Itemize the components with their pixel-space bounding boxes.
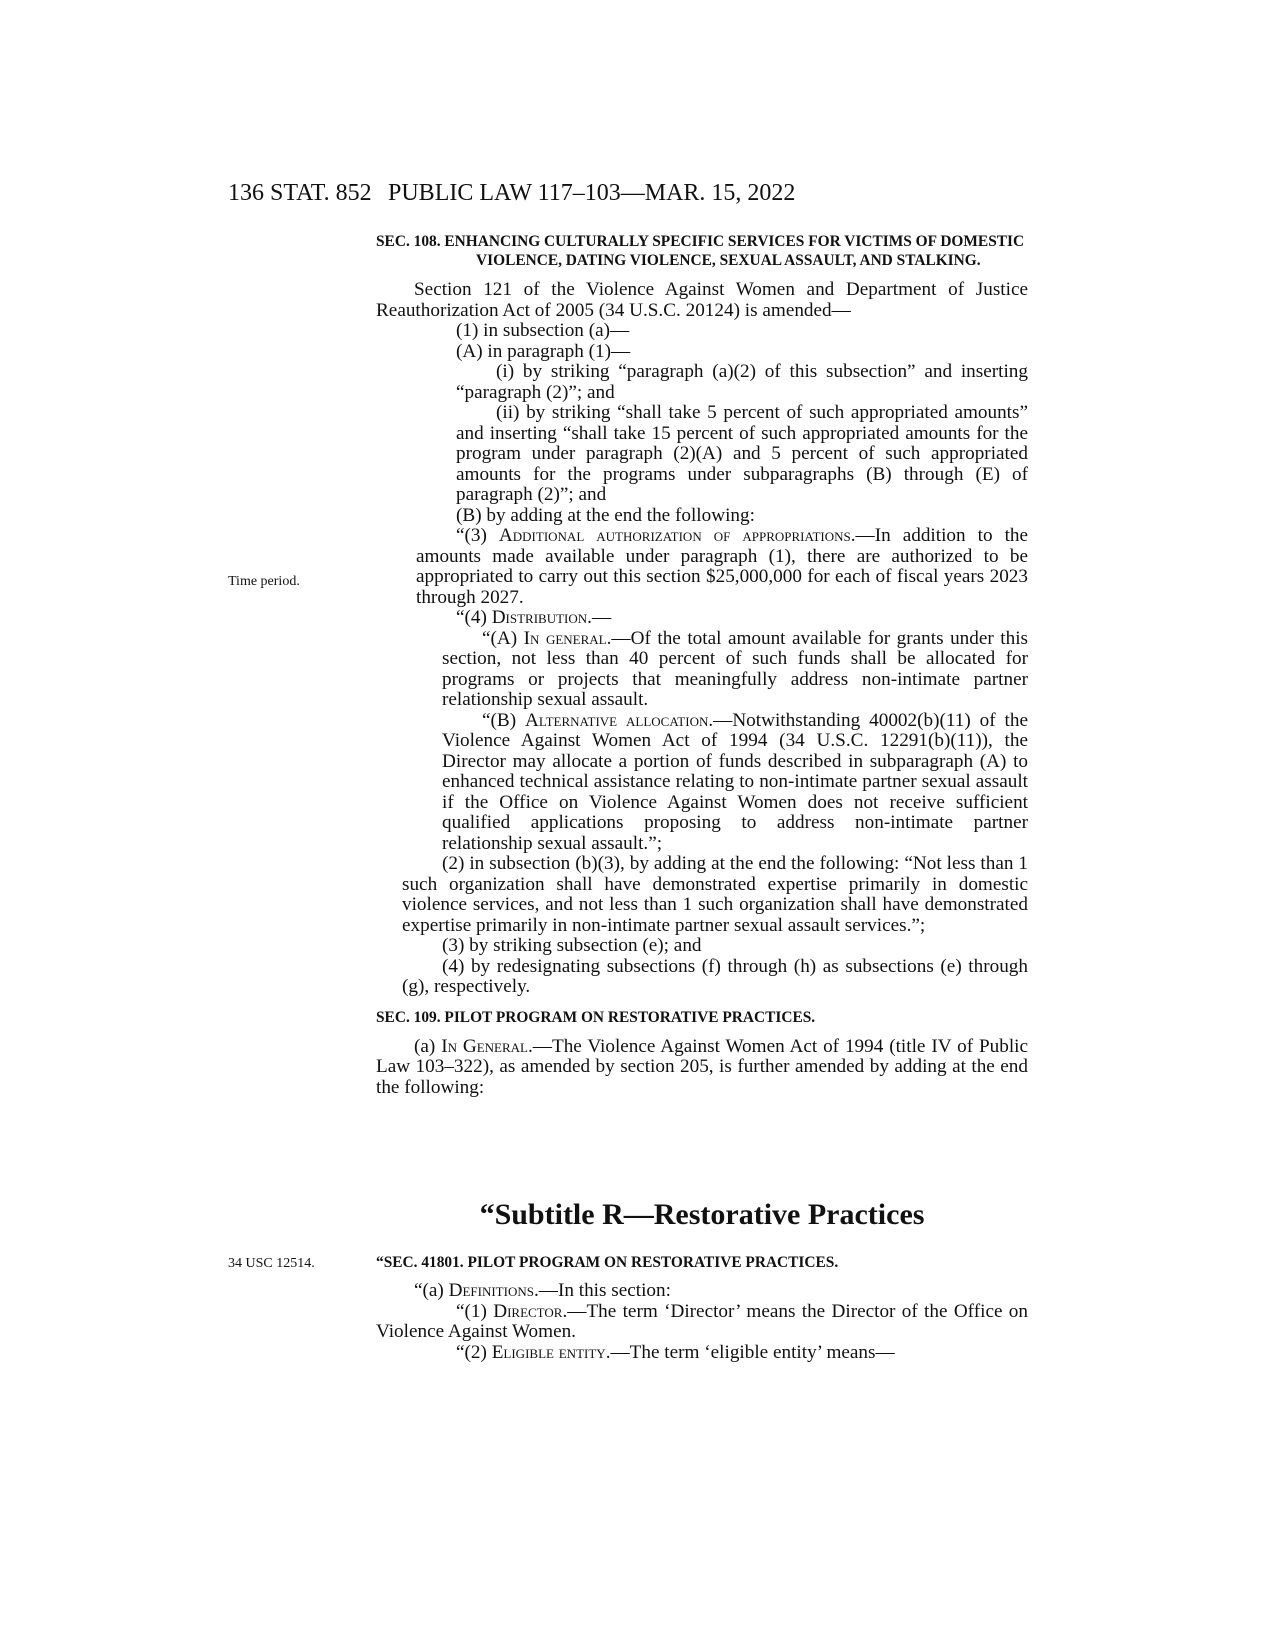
paragraph-3-text: .—In addition to the amounts made available under paragraph (1), there are authorized to be appropriated to carry out this section $25,000,000 for each of fiscal years 2023 through 2027.	[416, 525, 1029, 608]
definition-2-number: “(2)	[456, 1341, 492, 1363]
section-109-a-text: .—The Violence Against Women Act of 1994 (title IV of Public Law 103–322), as amended by section 205, is further amended by adding at the end the following:	[376, 1035, 1029, 1098]
subparagraph-4a-text: .—Of the total amount available for grants under this section, not less than 40 percent of such funds shall be allocated for programs or projects that meaningfully address non-intimate partner relationship sexual assault.	[442, 627, 1028, 710]
paragraph-4-heading: Distribution	[491, 607, 588, 628]
main-text	[376, 232, 1028, 1098]
clause-i: (i) by striking “paragraph (a)(2) of this subsection” and inserting “paragraph (2)”; and	[456, 361, 1028, 403]
section-109-a-number: (a)	[414, 1035, 442, 1057]
definitions-text	[376, 1281, 1028, 1363]
definitions-intro	[376, 1281, 1028, 1302]
subparagraph-4a-number: “(A)	[482, 627, 524, 649]
section-41801-heading: “SEC. 41801. PILOT PROGRAM ON RESTORATIVE PRACTICES.	[376, 1254, 839, 1271]
section-109-subsection-a	[376, 1037, 1028, 1099]
paragraph-3-number: “(3)	[456, 525, 499, 546]
paragraph-4-text: .—	[587, 607, 612, 628]
subparagraph-4b-text: .—Notwithstanding 40002(b)(11) of the Violence Against Women Act of 1994 (34 U.S.C. 12291(b)(11)), the Director may allocate a portion of funds described in subparagraph (A) to enhanced technical assistance relating to non-intimate partner sexual assault if the Office on Violence Against Women does not receive sufficient qualified applications proposing to address non-intimate partner relationship sexual assault.”;	[442, 709, 1028, 854]
definition-director	[376, 1302, 1028, 1343]
section-108-heading: SEC. 108. ENHANCING CULTURALLY SPECIFIC SERVICES FOR VICTIMS OF DOMESTIC VIOLENCE, DATING VIOLENCE, SEXUAL ASSAULT, AND STALKING.	[376, 233, 1025, 269]
margin-note-usc-citation: 34 USC 12514.	[228, 1256, 315, 1271]
margin-note-time-period: Time period.	[228, 574, 300, 589]
section-109-a-heading: In General	[441, 1035, 528, 1057]
paragraph-1: (1) in subsection (a)—	[456, 320, 630, 341]
definition-1-heading: Director	[493, 1300, 563, 1322]
subparagraph-4a-heading: In general	[523, 627, 607, 649]
paragraph-4: (4) by redesignating subsections (f) through (h) as subsections (e) through (g), respectively.	[402, 955, 1028, 997]
definition-eligible-entity	[376, 1343, 1028, 1364]
subparagraph-a: (A) in paragraph (1)—	[456, 340, 631, 362]
section-108-intro: Section 121 of the Violence Against Women and Department of Justice Reauthorization Act of 2005 (34 U.S.C. 20124) is amended—	[376, 279, 1028, 321]
public-law-running-head: PUBLIC LAW 117–103—MAR. 15, 2022	[388, 180, 796, 206]
paragraph-2: (2) in subsection (b)(3), by adding at the end the following: “Not less than 1 such organization shall have demonstrated expertise primarily in domestic violence services, and not less than 1 such organization shall have demonstrated expertise primarily in non-intimate partner sexual assault services.”;	[402, 853, 1028, 936]
definition-1-text: .—The term ‘Director’ means the Director of the Office on Violence Against Women.	[376, 1300, 1028, 1342]
section-109-heading: SEC. 109. PILOT PROGRAM ON RESTORATIVE PRACTICES.	[376, 1008, 816, 1026]
subparagraph-4b	[376, 711, 1028, 855]
statute-page-number: 136 STAT. 852	[228, 180, 372, 206]
definitions-number: “(a)	[414, 1280, 449, 1301]
clause-ii: (ii) by striking “shall take 5 percent of such appropriated amounts” and inserting “shall take 15 percent of such appropriated amounts for the program under paragraph (2)(A) and 5 percent of such appropriated amounts for the programs under subparagraphs (B) through (E) of paragraph (2)”; and	[456, 402, 1028, 505]
definition-1-number: “(1)	[456, 1300, 494, 1322]
definitions-heading: Definitions	[448, 1280, 534, 1301]
definition-2-text: .—The term ‘eligible entity’ means—	[605, 1341, 895, 1363]
paragraph-4-number: “(4)	[456, 607, 492, 628]
paragraph-3-additional-authorization	[376, 526, 1028, 608]
subparagraph-4a	[376, 629, 1028, 711]
paragraph-3-heading: Additional authorization of appropriations	[498, 525, 851, 546]
paragraph-3: (3) by striking subsection (e); and	[442, 935, 702, 956]
page-header	[228, 180, 1028, 216]
subparagraph-4b-number: “(B)	[482, 709, 526, 731]
subparagraph-b: (B) by adding at the end the following:	[456, 504, 755, 526]
subparagraph-4b-heading: Alternative allocation	[525, 709, 709, 731]
definition-2-heading: Eligible entity	[491, 1341, 606, 1363]
subtitle-heading: “Subtitle R—Restorative Practices	[479, 1198, 925, 1231]
paragraph-4-distribution	[376, 608, 1028, 629]
definitions-lead: .—In this section:	[533, 1280, 671, 1301]
